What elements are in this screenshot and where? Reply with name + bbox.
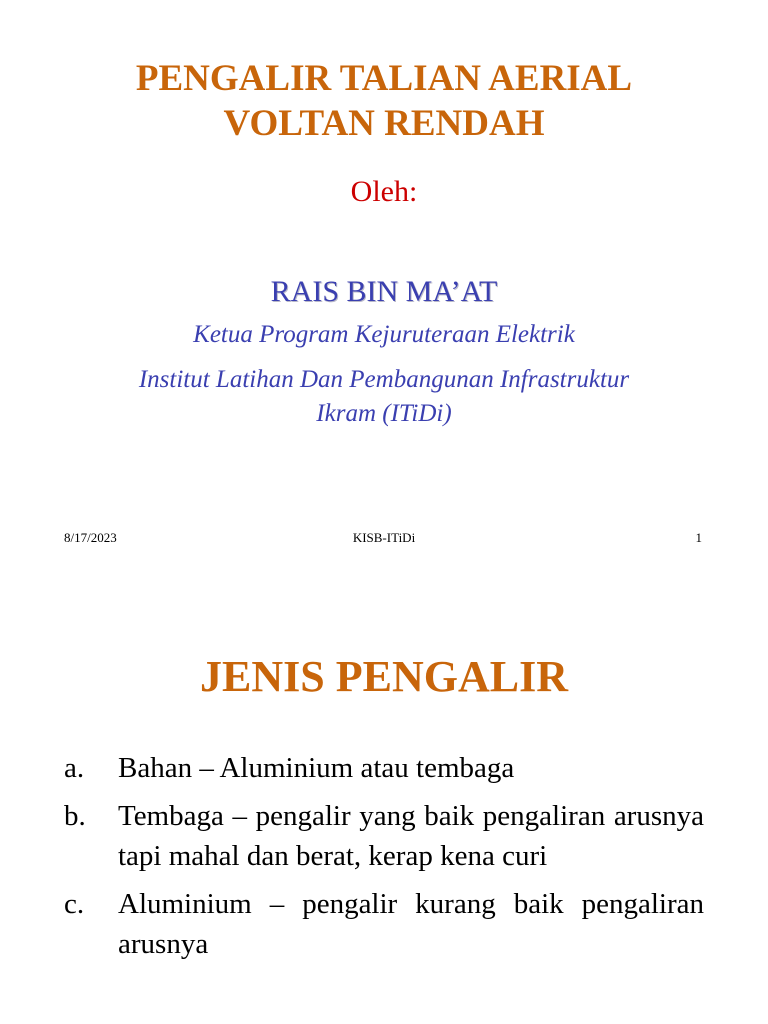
title-line-2: VOLTAN RENDAH	[223, 103, 545, 144]
list-marker: b.	[64, 800, 86, 832]
conductor-type-list	[64, 748, 704, 972]
author-role: Ketua Program Kejuruteraan Elektrik	[193, 321, 575, 348]
oleh-label: Oleh:	[350, 175, 418, 208]
slide-1-title	[0, 56, 768, 146]
list-marker: a.	[64, 752, 85, 784]
list-item	[64, 884, 704, 964]
list-item-text: Aluminium – pengalir kurang baik pengaliran arusnya	[118, 888, 704, 960]
slide-2-title: JENIS PENGALIR	[200, 652, 568, 701]
list-item-text: Bahan – Aluminium atau tembaga	[118, 752, 515, 784]
title-line-1: PENGALIR TALIAN AERIAL	[135, 58, 633, 99]
institute-line-1: Institut Latihan Dan Pembangunan Infrastruktur	[138, 366, 630, 393]
institute-name	[0, 363, 768, 431]
list-item	[64, 748, 704, 788]
slide-2	[0, 576, 768, 1024]
footer-center-text: KISB-ITiDi	[352, 530, 416, 545]
footer-date: 8/17/2023	[64, 530, 117, 545]
list-marker: c.	[64, 888, 85, 920]
author-name: RAIS BIN MA’AT	[270, 275, 498, 308]
list-item-text: Tembaga – pengalir yang baik pengaliran arusnya tapi mahal dan berat, kerap kena curi	[118, 800, 704, 872]
institute-line-2: Ikram (ITiDi)	[316, 400, 452, 427]
footer-page-number: 1	[695, 530, 702, 545]
list-item	[64, 796, 704, 876]
